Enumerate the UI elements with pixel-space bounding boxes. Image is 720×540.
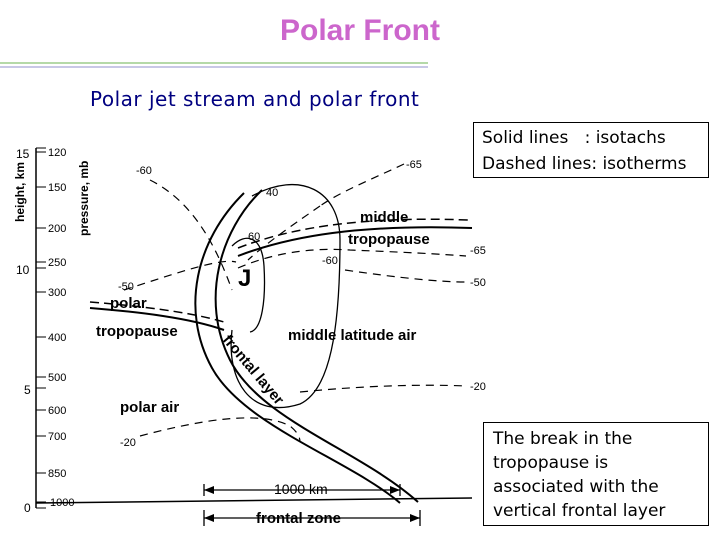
isotherm-label: -20 [470, 381, 486, 393]
frontal-layer-label: frontal layer [218, 331, 288, 409]
isotherm-label: -65 [470, 245, 486, 257]
note-text: The break in the tropopause is associated with the vertical frontal layer [493, 429, 666, 521]
pressure-axis-label: pressure, mb [77, 160, 91, 236]
pressure-tick-label: 500 [48, 372, 67, 384]
pressure-tick-label: 400 [48, 332, 67, 344]
isotherm-65-top [320, 164, 404, 206]
isotach-label: 40 [266, 187, 279, 199]
isotherm-20-right [300, 385, 466, 392]
polar-tropopause-label-1: polar [110, 295, 147, 312]
height-axis-label: height, km [13, 161, 27, 222]
isotherm-60-right [238, 249, 466, 268]
pressure-tick-label: 150 [48, 182, 67, 194]
isotherm-label: -50 [118, 281, 134, 293]
pressure-tick-label: 850 [48, 468, 67, 480]
height-tick-label: 10 [16, 263, 30, 277]
note-box [483, 422, 709, 526]
polar-tropopause-label-2: tropopause [96, 323, 178, 340]
height-tick-label: 0 [24, 501, 31, 515]
slide-subtitle: Polar jet stream and polar front [90, 87, 420, 111]
ground-line [36, 498, 472, 503]
polar-air-label: polar air [120, 399, 180, 416]
pressure-tick-label: 250 [48, 257, 67, 269]
isotach-label: 60 [248, 231, 261, 243]
pressure-tick-label: 600 [48, 405, 67, 417]
scale-arrowhead-left [204, 486, 214, 494]
isotherm-label: -65 [406, 159, 422, 171]
isotherm-label: -60 [136, 165, 152, 177]
legend-solid-lines: Solid lines : isotachs [482, 128, 666, 148]
pressure-tick-label: 1000 [50, 497, 75, 509]
height-tick-label: 15 [16, 147, 30, 161]
legend-box [473, 122, 709, 178]
scale-label: 1000 km [274, 481, 328, 497]
pressure-tick-label: 700 [48, 431, 67, 443]
height-tick-label: 5 [24, 383, 31, 397]
middle-latitude-air-label: middle latitude air [288, 327, 417, 344]
slide-title: Polar Front [279, 14, 440, 47]
frontal-zone-label: frontal zone [256, 510, 341, 527]
isotherm-20-left [140, 418, 300, 442]
frontal-zone-arrowhead-left [204, 514, 214, 522]
middle-tropopause-label-1: middle [360, 209, 409, 226]
isotherm-label: -50 [470, 277, 486, 289]
pressure-tick-label: 120 [48, 147, 67, 159]
isotherm-label: -60 [322, 255, 338, 267]
isotherm-label: -20 [120, 437, 136, 449]
isotherm-60-left [150, 180, 232, 290]
isotherm-50-right [345, 270, 466, 282]
jet-stream-label: J [238, 265, 252, 292]
legend-dashed-lines: Dashed lines: isotherms [482, 154, 687, 174]
middle-tropopause-label-2: tropopause [348, 231, 430, 248]
pressure-tick-label: 300 [48, 287, 67, 299]
pressure-tick-label: 200 [48, 223, 67, 235]
frontal-zone-arrowhead-right [410, 514, 420, 522]
